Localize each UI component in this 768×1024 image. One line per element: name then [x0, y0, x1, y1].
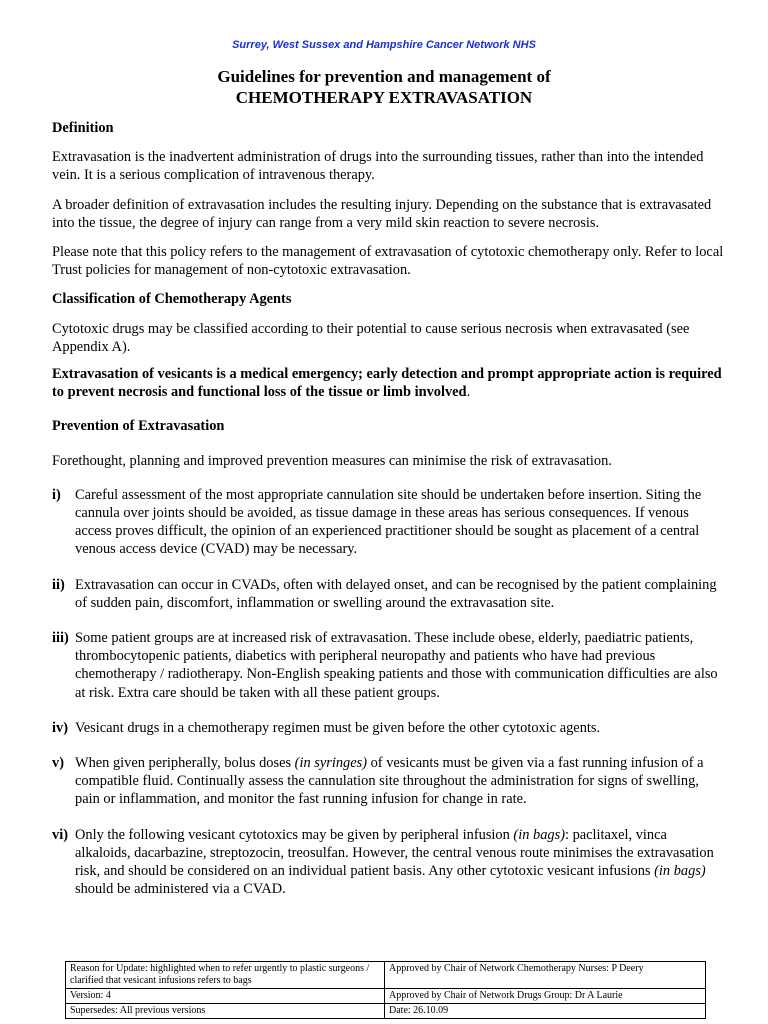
prevention-intro: Forethought, planning and improved prevention measures can minimise the risk of extravasation.	[52, 452, 612, 469]
definition-paragraph-2: A broader definition of extravasation includes the resulting injury. Depending on the substance that is extravasated into the tissue, the degree of injury can range from a very mild skin reaction to severe necrosis.	[52, 196, 712, 231]
approved-drugs-cell: Approved by Chair of Network Drugs Group: Dr A Laurie	[385, 989, 706, 1004]
document-title	[0, 66, 768, 108]
title-line-1: Guidelines for prevention and management of	[217, 67, 551, 86]
title-line-2: CHEMOTHERAPY EXTRAVASATION	[235, 88, 533, 107]
approved-nurses-cell: Approved by Chair of Network Chemotherapy Nurses: P Deery	[385, 962, 706, 989]
vesicant-emergency-statement: Extravasation of vesicants is a medical emergency; early detection and prompt appropriate action is required to prevent necrosis and functional loss of the tissue or limb involved.	[52, 366, 722, 401]
document-body	[52, 119, 724, 899]
list-marker: i)	[52, 486, 61, 503]
list-marker: iv)	[52, 719, 68, 736]
list-text: When given peripherally, bolus doses (in syringes) of vesicants must be given via a fast running infusion of a compatible fluid. Continually assess the cannulation site throughout the administration for signs of swelling, pain or inflammation, and monitor the fast running infusion for change in rate.	[75, 755, 704, 808]
classification-heading: Classification of Chemotherapy Agents	[52, 291, 292, 308]
list-text: Vesicant drugs in a chemotherapy regimen must be given before the other cytotoxic agents.	[75, 719, 601, 736]
list-item	[52, 629, 724, 702]
list-marker: v)	[52, 755, 64, 772]
list-marker: ii)	[52, 576, 65, 593]
definition-paragraph-3: Please note that this policy refers to the management of extravasation of cytotoxic chemotherapy only. Refer to local Trust policies for management of non-cytotoxic extravasation.	[52, 244, 724, 279]
list-text: Careful assessment of the most appropriate cannulation site should be undertaken before insertion. Siting the cannula over joints should be avoided, as tissue damage in these areas has serious consequences. If venous access proves difficult, the opinion of an experienced practitioner should be sought as placement of a central venous access device (CVAD) may be necessary.	[75, 486, 702, 558]
supersedes-cell: Supersedes: All previous versions	[66, 1004, 385, 1019]
list-text: Extravasation can occur in CVADs, often with delayed onset, and can be recognised by the patient complaining of sudden pain, discomfort, inflammation or swelling around the extravasation site.	[75, 576, 717, 611]
list-marker: iii)	[52, 630, 69, 647]
list-text: Only the following vesicant cytotoxics may be given by peripheral infusion (in bags): paclitaxel, vinca alkaloids, dacarbazine, streptozocin, treosulfan. However, the central venous route minimises the extravasation risk, and should be considered on an individual patient basis. Any other cytotoxic vesicant infusions (in bags) should be administered via a CVAD.	[75, 826, 714, 898]
classification-paragraph: Cytotoxic drugs may be classified according to their potential to cause serious necrosis when extravasated (see Appendix A).	[52, 320, 690, 355]
list-item	[52, 754, 724, 809]
document-control-table	[65, 961, 706, 1019]
list-marker: vi)	[52, 826, 68, 843]
list-text: Some patient groups are at increased risk of extravasation. These include obese, elderly, paediatric patients, thrombocytopenic patients, diabetics with peripheral neuropathy and patients who have had previous chemotherapy / radiotherapy. Non-English speaking patients and those with communication difficulties are also at risk. Extra care should be taken with all these patient groups.	[75, 630, 718, 701]
prevention-heading: Prevention of Extravasation	[52, 418, 225, 435]
definition-heading: Definition	[52, 120, 114, 136]
date-cell: Date: 26.10.09	[385, 1004, 706, 1019]
list-item	[52, 576, 724, 612]
list-item	[52, 486, 724, 559]
version-cell: Version: 4	[66, 989, 385, 1004]
vesicant-emergency-bold: Extravasation of vesicants is a medical emergency; early detection and prompt appropriate action is required to prevent necrosis and functional loss of the tissue or limb involved	[52, 366, 722, 401]
reason-for-update-cell: Reason for Update: highlighted when to refer urgently to plastic surgeons / clarified that vesicant infusions refers to bags	[66, 962, 385, 989]
definition-paragraph-1: Extravasation is the inadvertent administration of drugs into the surrounding tissues, rather than into the intended vein. It is a serious complication of intravenous therapy.	[52, 149, 704, 184]
network-header: Surrey, West Sussex and Hampshire Cancer Network NHS	[232, 39, 536, 51]
list-item	[52, 719, 724, 737]
list-item	[52, 826, 724, 899]
